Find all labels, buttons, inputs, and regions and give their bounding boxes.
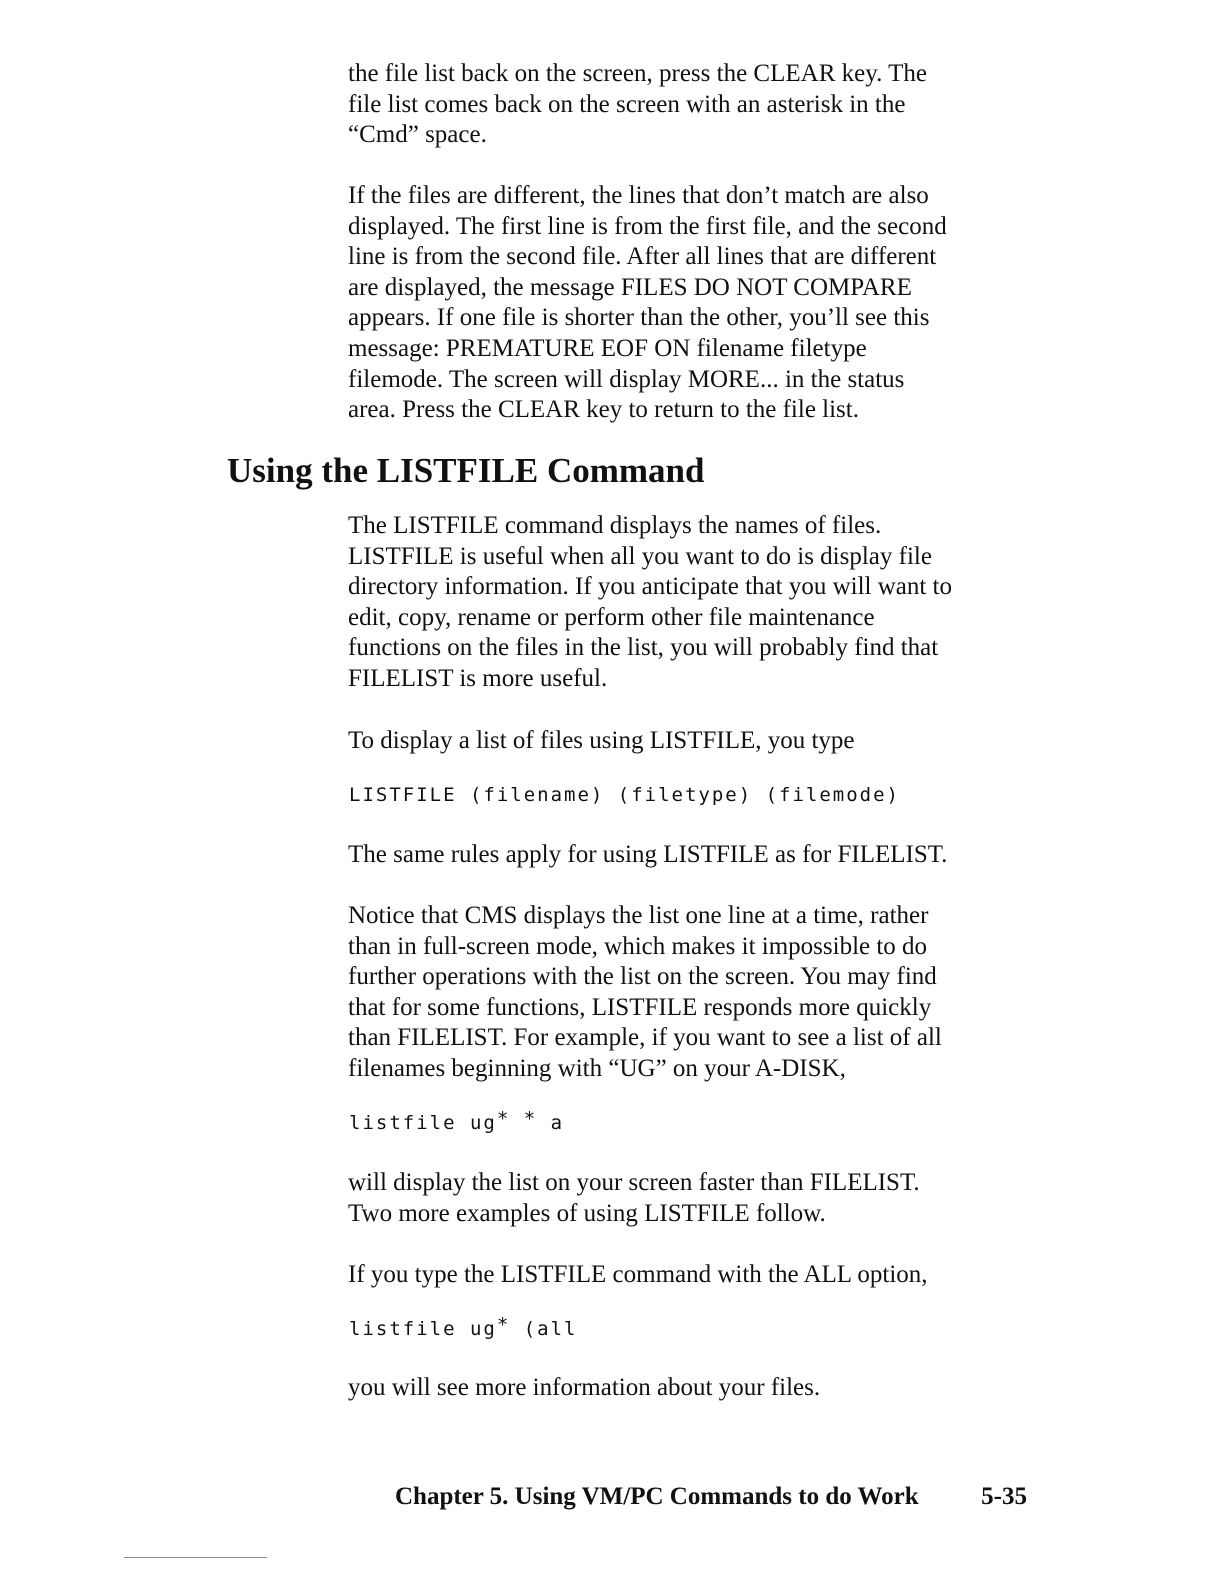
text-line: area. Press the CLEAR key to return to the file list.: [348, 396, 859, 424]
paragraph-faster: [348, 1168, 1048, 1229]
text-line: are displayed, the message FILES DO NOT COMPARE: [348, 273, 912, 301]
paragraph-all-option: [348, 1260, 1048, 1291]
paragraph-notice-cms: [348, 901, 1048, 1085]
text-line: The LISTFILE command displays the names of files.: [348, 512, 882, 539]
text-line: “Cmd” space.: [348, 121, 487, 149]
text-line: the file list back on the screen, press the CLEAR key. The: [348, 60, 928, 87]
footer-divider: [124, 1557, 267, 1558]
text-line: To display a list of files using LISTFILE, you type: [348, 727, 855, 754]
code-text: [510, 1112, 523, 1134]
section-heading: Using the LISTFILE Command: [227, 451, 705, 490]
code-text: listfile ug: [349, 1318, 497, 1340]
text-line: displayed. The first line is from the first file, and the second: [348, 212, 947, 240]
text-line: directory information. If you anticipate that you will want to: [348, 573, 953, 601]
paragraph-to-display: [348, 726, 1048, 757]
asterisk-wildcard: *: [523, 1108, 538, 1130]
text-line: Notice that CMS displays the list one line at a time, rather: [348, 902, 929, 929]
text-line: message: PREMATURE EOF ON filename filetype: [348, 334, 867, 362]
page-number: 5-35: [981, 1483, 1027, 1510]
paragraph-files-different: [348, 181, 1048, 426]
code-text: a: [537, 1112, 565, 1134]
command-example-all: [349, 1316, 578, 1342]
text-line: that for some functions, LISTFILE responds more quickly: [348, 993, 932, 1021]
text-line: edit, copy, rename or perform other file maintenance: [348, 603, 875, 631]
text-line: filenames beginning with “UG” on your A-DISK,: [348, 1054, 846, 1082]
paragraph-more-info: [348, 1373, 1048, 1404]
text-line: than FILELIST. For example, if you want to see a list of all: [348, 1024, 942, 1052]
text-line: If the files are different, the lines that don’t match are also: [348, 182, 929, 209]
text-line: FILELIST is more useful.: [348, 664, 608, 692]
paragraph-clear-key: [348, 59, 1048, 151]
text-line: functions on the files in the list, you will probably find that: [348, 634, 939, 662]
asterisk-wildcard: *: [496, 1314, 511, 1336]
command-syntax: LISTFILE (filename) (filetype) (filemode): [349, 784, 900, 806]
page-footer: [395, 1481, 1027, 1513]
text-line: The same rules apply for using LISTFILE as for FILELIST.: [348, 841, 948, 868]
text-line: appears. If one file is shorter than the other, you’ll see this: [348, 304, 930, 332]
asterisk-wildcard: *: [496, 1108, 511, 1130]
text-line: you will see more information about your files.: [348, 1374, 821, 1401]
text-line: file list comes back on the screen with an asterisk in the: [348, 90, 906, 118]
text-line: Two more examples of using LISTFILE follow.: [348, 1199, 826, 1227]
paragraph-listfile-intro: [348, 511, 1048, 695]
text-line: If you type the LISTFILE command with the ALL option,: [348, 1261, 928, 1288]
code-text: (all: [510, 1318, 578, 1340]
text-line: LISTFILE is useful when all you want to do is display file: [348, 542, 932, 570]
footer-chapter-title: Chapter 5. Using VM/PC Commands to do Work: [395, 1483, 919, 1510]
text-line: will display the list on your screen faster than FILELIST.: [348, 1169, 920, 1196]
text-line: filemode. The screen will display MORE... in the status: [348, 365, 905, 393]
text-line: line is from the second file. After all lines that are different: [348, 243, 937, 271]
command-example-ug-star: [349, 1110, 564, 1136]
code-text: listfile ug: [349, 1112, 497, 1134]
paragraph-same-rules: [348, 840, 1048, 871]
text-line: than in full-screen mode, which makes it impossible to do: [348, 932, 928, 960]
text-line: further operations with the list on the screen. You may find: [348, 963, 937, 991]
